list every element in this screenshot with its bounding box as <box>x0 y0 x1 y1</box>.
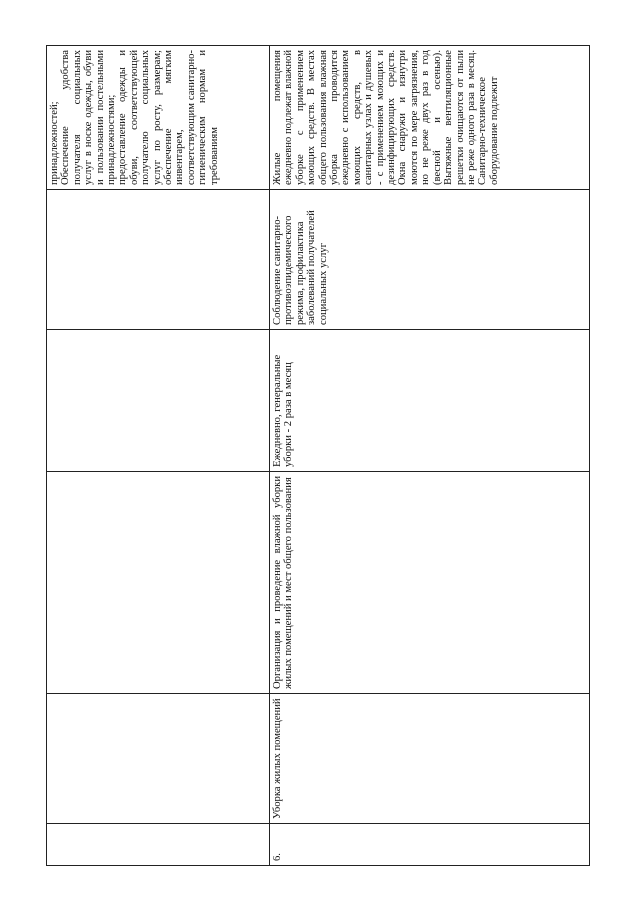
cell-conditions: Жилые помещения ежедневно подлежат влажной уборке с применением моющих средств. В местах общего пользования влажная уборка проводится ежедневно с использованием моющих средств, в санитарных узлах и душевых - с применением моющих и дезинфицирующих средств. Окна снаружи и изнутри моются по мере загрязнения, но не реже двух раз в год (весной и осенью). Вытяжные вентиляционные решетки очищаются от пыли не реже одного раза в месяц. Санитарно-техническое оборудование подлежит <box>270 46 590 190</box>
cell-criteria-empty <box>47 190 270 330</box>
services-table <box>46 45 590 866</box>
rotated-table-wrapper <box>46 46 581 866</box>
table-row-6 <box>270 46 590 866</box>
cell-service-name: Уборка жилых помещений <box>270 694 590 824</box>
cell-description-empty <box>47 472 270 694</box>
cell-criteria: Соблюдение санитарно-противоэпидемического режима, профилактика заболеваний получателей социальных услуг <box>270 190 590 330</box>
cell-conditions-continued: принадлежностей; Обеспечение удобства получателя социальных услуг в носке одежды, обуви и пользовании постельными принадлежностями; предоставление одежды и обуви, соответствующей получателю социальных услуг по росту, размерам; обеспечение мягким инвентарем, соответствующим санитарно-гигиеническим нормам и требованиям <box>47 46 270 190</box>
cell-frequency-empty <box>47 330 270 472</box>
cell-row-number: 6. <box>270 824 590 866</box>
cell-service-empty <box>47 694 270 824</box>
cell-frequency: Ежедневно, генеральные уборки - 2 раза в месяц <box>270 330 590 472</box>
table-row-continuation <box>47 46 270 866</box>
cell-number-empty <box>47 824 270 866</box>
cell-service-description: Организация и проведение влажной уборки жилых помещений и мест общего пользования <box>270 472 590 694</box>
